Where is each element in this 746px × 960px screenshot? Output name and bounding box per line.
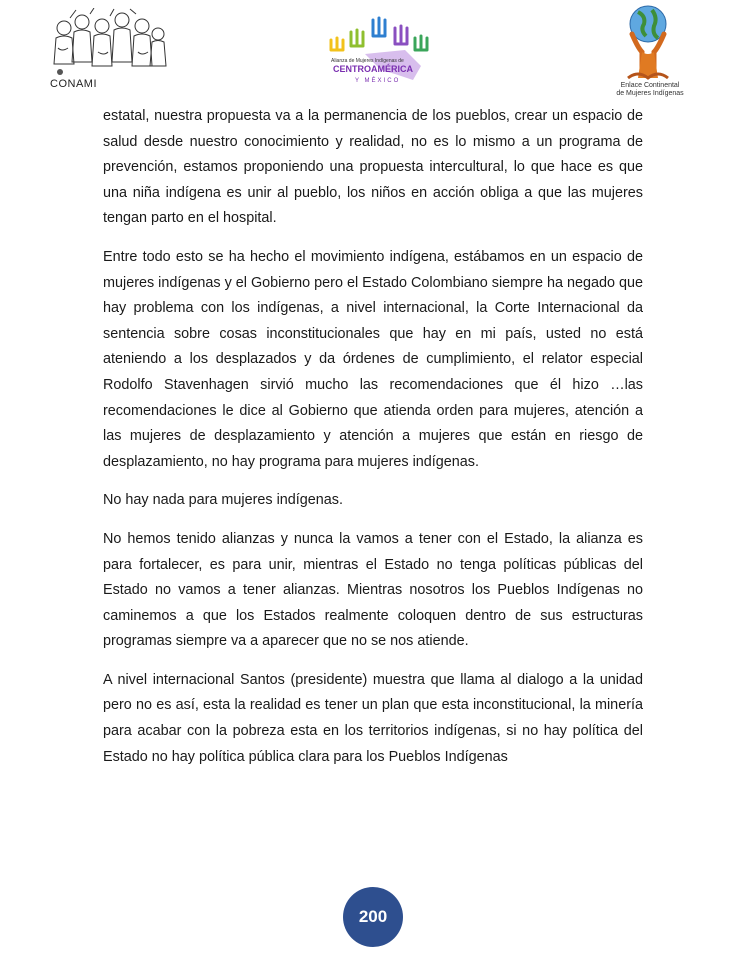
paragraph: No hay nada para mujeres indígenas. [103, 492, 343, 509]
page-header [0, 0, 746, 100]
conami-women-illustration [50, 8, 170, 80]
paragraph: A nivel internacional Santos (presidente) muestra que llama al dialogo a la unidad pero no es así, esta la realidad es tener un plan que esta inconstitucional, la minería para acabar con la pobreza esta en los territorios indígenas, si no hay política del Estado no hay política pública clara para los Pueblos Indígenas [103, 671, 643, 765]
paragraph: Entre todo esto se ha hecho el movimiento indígena, estábamos en un espacio de mujeres indígenas y el Gobierno pero el Estado Colombiano siempre ha negado que hay problema con los indígenas, a nivel internacional, la Corte Internacional da sentencia sobre cosas inconstitucionales que hay en mi país, usted no está ateniendo a los desplazados y da órdenes de cumplimiento, el relator especial Rodolfo Stavenhagen sirvió mucho las recomendaciones que él hizo …las recomendaciones le dice al Gobierno que atienda orden para mujeres, atención a las mujeres de desplazamiento y atención a mujeres que están en riesgo de desplazamiento, no hay programa para mujeres indígenas. [103, 248, 643, 470]
alianza-main-text: CENTROAMÉRICA [333, 64, 413, 74]
enlace-caption-line-1: Enlace Continental [620, 82, 680, 89]
paragraph: estatal, nuestra propuesta va a la permanencia de los pueblos, crear un espacio de salud desde nuestro conocimiento y realidad, no es lo mismo a un programa de prevención, estamos proponiendo una propuesta intercultural, lo que hace es que una niña indígena es unir al pueblo, los niños en acción obliga a que las mujeres tengan parto en el hospital. [103, 108, 643, 227]
alianza-small-text: Alianza de Mujeres Indígenas de [331, 58, 404, 64]
document-body [103, 104, 643, 783]
enlace-continental-logo [608, 4, 688, 82]
enlace-caption [598, 82, 702, 98]
conami-label: CONAMI [50, 78, 97, 90]
alianza-sub-text: Y MÉXICO [355, 78, 401, 84]
enlace-caption-line-2: de Mujeres Indígenas [616, 90, 684, 97]
paragraph: No hemos tenido alianzas y nunca la vamos a tener con el Estado, la alianza es para fortalecer, es para unir, mientras el Estado no tenga políticas públicas del Estado no vamos a tener alianzas. Mientras nosotros los Pueblos Indígenas no caminemos a que los Estados realmente coloquen dentro de sus estructuras programas siempre va a aparecer que no se nos atiende. [103, 530, 643, 650]
page-number-badge: 200 [343, 887, 403, 947]
alianza-logo [325, 14, 435, 94]
